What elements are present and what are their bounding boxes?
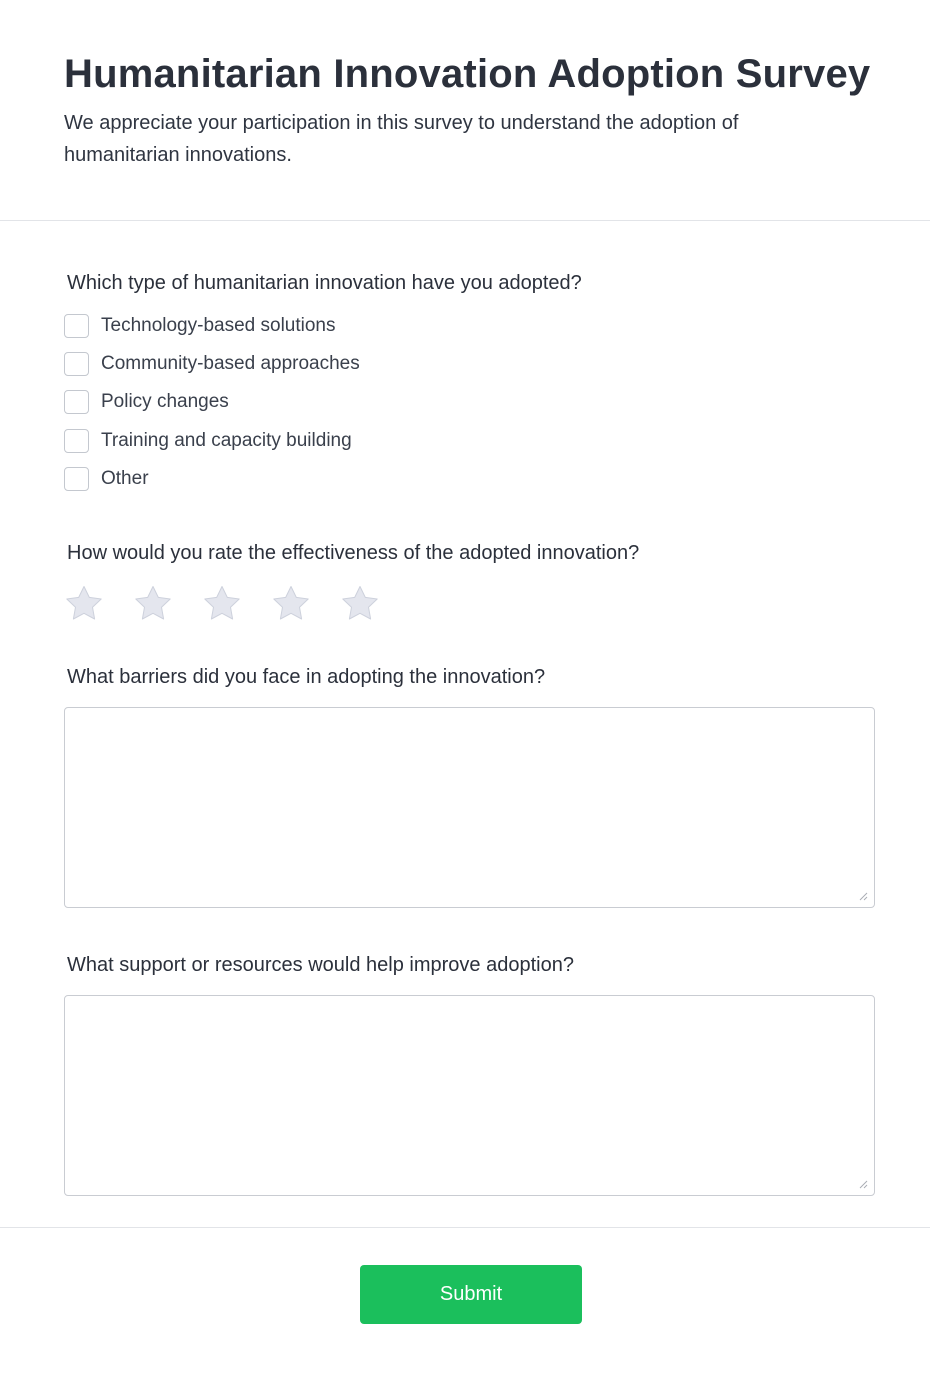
option-other[interactable] [64, 467, 149, 491]
barriers-textarea[interactable] [64, 707, 875, 908]
star-icon[interactable] [64, 584, 104, 624]
option-label: Policy changes [101, 391, 229, 412]
survey-header [0, 0, 930, 221]
option-label: Community-based approaches [101, 353, 360, 374]
star-icon[interactable] [340, 584, 380, 624]
resize-grip-icon[interactable] [858, 891, 868, 901]
resize-grip-icon[interactable] [858, 1179, 868, 1189]
checkbox[interactable] [64, 314, 89, 338]
option-policy-changes[interactable] [64, 390, 229, 414]
star-icon[interactable] [202, 584, 242, 624]
option-training[interactable] [64, 429, 352, 453]
question-effectiveness-rating: How would you rate the effectiveness of the adopted innovation? [67, 542, 640, 564]
option-label: Other [101, 468, 149, 489]
star-icon[interactable] [271, 584, 311, 624]
question-innovation-type: Which type of humanitarian innovation have you adopted? [67, 272, 582, 294]
question-barriers: What barriers did you face in adopting the innovation? [67, 666, 546, 688]
option-label: Technology-based solutions [101, 315, 336, 336]
checkbox[interactable] [64, 429, 89, 453]
star-icon[interactable] [133, 584, 173, 624]
option-technology-based[interactable] [64, 314, 336, 338]
option-label: Training and capacity building [101, 430, 352, 451]
page-title: Humanitarian Innovation Adoption Survey [64, 52, 871, 96]
checkbox[interactable] [64, 467, 89, 491]
support-textarea[interactable] [64, 995, 875, 1196]
checkbox[interactable] [64, 352, 89, 376]
submit-button[interactable]: Submit [360, 1265, 582, 1324]
option-community-based[interactable] [64, 352, 360, 376]
page-subtitle: We appreciate your participation in this survey to understand the adoption of humanitarian innovations. [64, 112, 739, 166]
checkbox[interactable] [64, 390, 89, 414]
question-support-resources: What support or resources would help improve adoption? [67, 954, 574, 976]
